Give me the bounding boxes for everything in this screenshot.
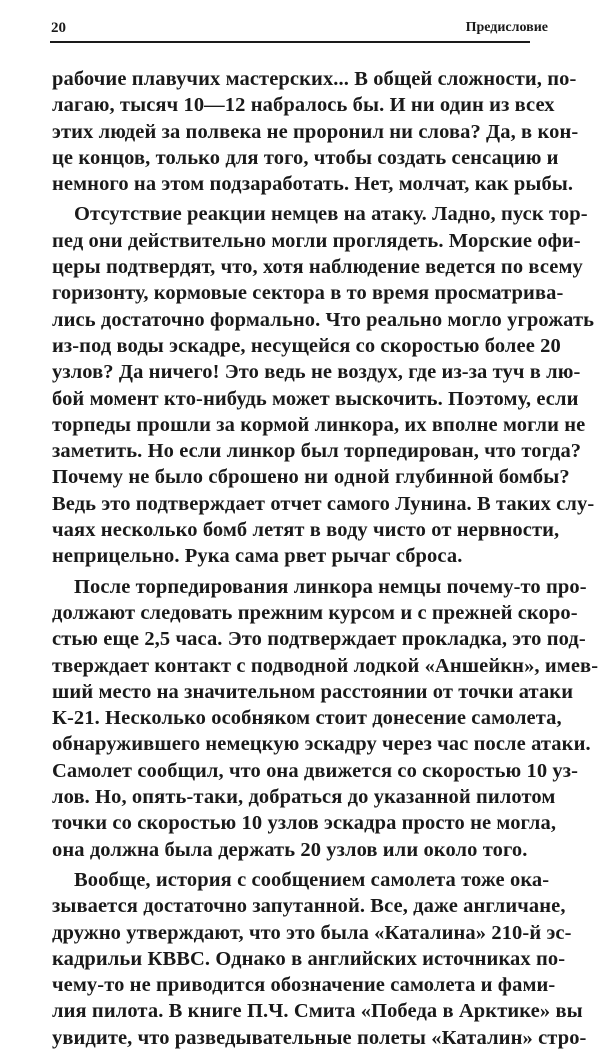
text-line: це концов, только для того, чтобы создать сенсацию и: [52, 146, 559, 169]
text-line: из-под воды эскадре, несущейся со скоростью более 20: [52, 334, 561, 357]
text-line: Самолет сообщил, что она движется со скоростью 10 уз-: [52, 759, 579, 782]
text-line: рабочие плавучих мастерских... В общей сложности, по-: [52, 68, 577, 90]
text-line: ший место на значительном расстоянии от точки атаки: [52, 680, 574, 703]
text-line: церы подтвердят, что, хотя наблюдение ведется по всему: [52, 256, 583, 279]
text-line: этих людей за полвека не проронил ни слова? Да, в кон-: [52, 120, 579, 143]
paragraph: [52, 201, 595, 569]
body-text: [52, 66, 599, 1051]
text-segment: глубинной бомбы?: [389, 466, 570, 489]
text-segment: Почему не было сброшено: [52, 466, 305, 489]
text-line: неприцельно. Рука сама рвет рычаг сброса.: [52, 545, 463, 568]
text-line: узлов? Да ничего! Это ведь не воздух, где из-за туч в лю-: [52, 361, 581, 384]
text-line: Вообще, история с сообщением самолета тоже ока-: [74, 868, 550, 891]
text-line: кадрильи КВВС. Однако в английских источниках по-: [52, 947, 566, 970]
page-header: [51, 20, 548, 40]
text-line: увидите, что разведывательные полеты «Каталин» стро-: [52, 1026, 587, 1049]
text-line: лись достаточно формально. Что реально могло угрожать: [52, 308, 595, 331]
header-rule: [50, 41, 530, 43]
text-line: бой момент кто-нибудь может выскочить. Поэтому, если: [52, 387, 579, 410]
text-line: заметить. Но если линкор был торпедирован, что тогда?: [52, 440, 582, 463]
paragraph: [52, 867, 587, 1051]
text-line: К-21. Несколько особняком стоит донесение самолета,: [52, 707, 562, 730]
text-line: должают следовать прежним курсом и с прежней скоро-: [52, 601, 578, 624]
paragraph: [52, 574, 599, 863]
text-line: лия пилота. В книге П.Ч. Смита «Победа в Арктике» вы: [52, 1000, 583, 1023]
text-line: зывается достаточно запутанной. Все, даже англичане,: [52, 895, 566, 918]
text-line: горизонту, кормовые сектора в то время просматрива-: [52, 282, 564, 305]
text-line: Ведь это подтверждает отчет самого Лунина. В таких слу-: [52, 492, 595, 515]
text-line: точки со скоростью 10 узлов эскадра просто не могла,: [52, 812, 557, 835]
text-line: пед они действительно могли проглядеть. Морские офи-: [52, 229, 581, 252]
text-line: чаях несколько бомб летят в воду чисто от нервности,: [52, 519, 560, 542]
text-line: [52, 464, 570, 490]
running-title: Предисловие: [465, 20, 548, 35]
text-line: обнаружившего немецкую эскадру через час после атаки.: [52, 733, 591, 756]
emphasized-text: ни одной: [304, 466, 390, 489]
text-line: дружно утверждают, что это была «Каталина» 210-й эс-: [52, 921, 572, 944]
text-line: лов. Но, опять-таки, добраться до указанной пилотом: [52, 786, 556, 809]
text-line: тверждает контакт с подводной лодкой «Аншейкн», имев-: [52, 654, 599, 677]
text-line: После торпедирования линкора немцы почему-то про-: [74, 575, 587, 598]
text-line: немного на этом подзаработать. Нет, молчат, как рыбы.: [52, 173, 574, 196]
text-line: стью еще 2,5 часа. Это подтверждает прокладка, это под-: [52, 628, 586, 651]
text-line: торпеды прошли за кормой линкора, их вполне могли не: [52, 413, 586, 436]
paragraph: [52, 66, 579, 197]
page-number: 20: [51, 20, 66, 36]
text-line: Отсутствие реакции немцев на атаку. Ладно, пуск тор-: [74, 203, 588, 226]
text-line: лагаю, тысяч 10—12 набралось бы. И ни один из всех: [52, 94, 555, 117]
text-line: чему-то не приводится обозначение самолета и фами-: [52, 974, 556, 997]
text-line: она должна была держать 20 узлов или около того.: [52, 838, 528, 861]
